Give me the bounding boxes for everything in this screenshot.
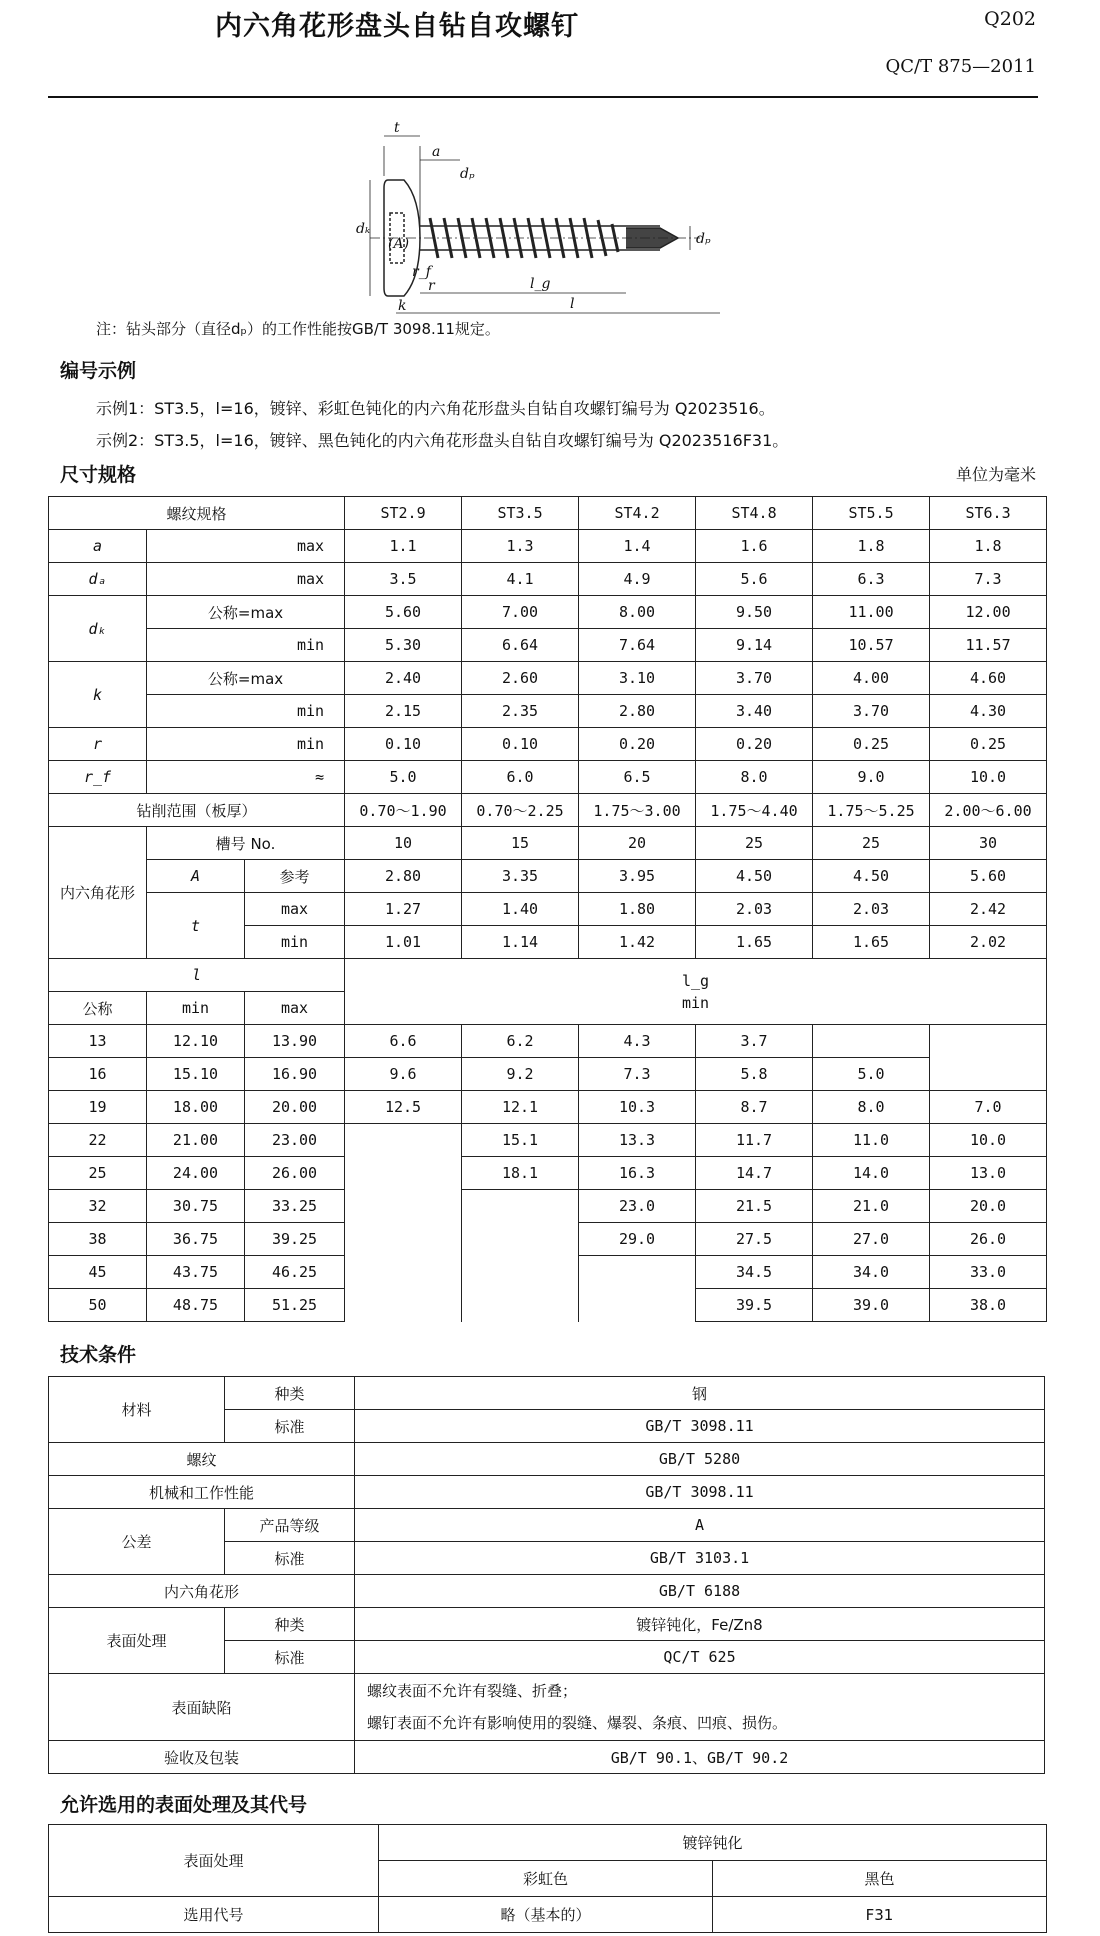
qualifier: min	[245, 926, 345, 959]
value-cell: 2.60	[462, 662, 579, 695]
length-row	[49, 1058, 1047, 1091]
value-cell: 3.40	[696, 695, 813, 728]
lg-value: 8.7	[696, 1091, 813, 1124]
value-cell: 5.60	[345, 596, 462, 629]
value-cell: 1.40	[462, 893, 579, 926]
lg-value: 10.0	[930, 1124, 1047, 1157]
length-nominal: 22	[49, 1124, 147, 1157]
value-cell: 8.00	[579, 596, 696, 629]
surface-label: 表面处理	[49, 1608, 225, 1674]
lg-value: 7.3	[579, 1058, 696, 1091]
value-cell: 5.0	[345, 761, 462, 794]
value-cell: 11.00	[813, 596, 930, 629]
value-cell: 0.25	[813, 728, 930, 761]
dimensions-heading: 尺寸规格	[60, 464, 137, 486]
spec-cell: ST6.3	[930, 497, 1047, 530]
row-a	[49, 530, 1047, 563]
hex-label: 内六角花形	[49, 827, 147, 959]
value-cell: 7.64	[579, 629, 696, 662]
length-min: 43.75	[147, 1256, 245, 1289]
value-cell: 3.10	[579, 662, 696, 695]
length-nominal: 45	[49, 1256, 147, 1289]
empty-cell	[462, 1289, 579, 1322]
symbol: A	[147, 860, 245, 893]
symbol: r	[49, 728, 147, 761]
length-nominal: 32	[49, 1190, 147, 1223]
value-cell: 1.8	[813, 530, 930, 563]
value-cell: 30	[930, 827, 1047, 860]
value-cell: 3.5	[345, 563, 462, 596]
row-dk-max	[49, 596, 1047, 629]
empty-cell	[345, 1223, 462, 1256]
label-l: l	[570, 296, 575, 312]
length-l-header: l	[49, 959, 345, 992]
length-row	[49, 1256, 1047, 1289]
value-cell: 11.57	[930, 629, 1047, 662]
lg-value: 6.2	[462, 1025, 579, 1058]
row-t-max	[49, 893, 1047, 926]
empty-cell	[813, 1025, 930, 1058]
value-cell: 4.50	[696, 860, 813, 893]
length-max: 13.90	[245, 1025, 345, 1058]
value-cell: 3.70	[813, 695, 930, 728]
value-cell: 25	[696, 827, 813, 860]
qualifier: ≈	[147, 761, 345, 794]
rainbow-header: 彩虹色	[379, 1861, 713, 1897]
symbol: t	[147, 893, 245, 959]
value-cell: 25	[813, 827, 930, 860]
label-lg: l_g	[530, 276, 551, 292]
value-cell: 0.20	[696, 728, 813, 761]
material-kind: 钢	[355, 1377, 1045, 1410]
lg-value: 13.3	[579, 1124, 696, 1157]
lg-value: 21.5	[696, 1190, 813, 1223]
length-header-row-1	[49, 959, 1047, 992]
length-nominal: 13	[49, 1025, 147, 1058]
standard-number: QC/T 875—2011	[885, 56, 1036, 77]
label-rf: r_f	[412, 264, 431, 280]
length-max: 20.00	[245, 1091, 345, 1124]
empty-cell	[345, 1124, 462, 1157]
lg-value: 9.2	[462, 1058, 579, 1091]
value-cell: 0.10	[345, 728, 462, 761]
row-k-max	[49, 662, 1047, 695]
length-nominal: 16	[49, 1058, 147, 1091]
lg-value: 5.0	[813, 1058, 930, 1091]
value-cell: 0.70～1.90	[345, 794, 462, 827]
qualifier: max	[147, 530, 345, 563]
value-cell: 1.75～4.40	[696, 794, 813, 827]
value-cell: 5.6	[696, 563, 813, 596]
thread-value: GB/T 5280	[355, 1443, 1045, 1476]
value-cell: 8.0	[696, 761, 813, 794]
rainbow-code: 略（基本的）	[379, 1897, 713, 1933]
qualifier: max	[147, 563, 345, 596]
symbol: k	[49, 662, 147, 728]
value-cell: 2.03	[813, 893, 930, 926]
lg-value: 39.0	[813, 1289, 930, 1322]
empty-cell	[345, 1190, 462, 1223]
qualifier: 参考	[245, 860, 345, 893]
row-r	[49, 728, 1047, 761]
empty-cell	[462, 1223, 579, 1256]
value-cell: 5.30	[345, 629, 462, 662]
length-nominal: 50	[49, 1289, 147, 1322]
length-max: 39.25	[245, 1223, 345, 1256]
kind-label: 种类	[225, 1608, 355, 1641]
value-cell: 9.50	[696, 596, 813, 629]
spec-cell: ST4.2	[579, 497, 696, 530]
qualifier: 公称=max	[147, 596, 345, 629]
length-max: 33.25	[245, 1190, 345, 1223]
value-cell: 1.4	[579, 530, 696, 563]
value-cell: 1.42	[579, 926, 696, 959]
value-cell: 9.0	[813, 761, 930, 794]
qualifier: 公称=max	[147, 662, 345, 695]
value-cell: 15	[462, 827, 579, 860]
value-cell: 12.00	[930, 596, 1047, 629]
mech-label: 机械和工作性能	[49, 1476, 355, 1509]
value-cell: 1.65	[813, 926, 930, 959]
empty-cell	[345, 1157, 462, 1190]
value-cell: 1.14	[462, 926, 579, 959]
standard-label: 标准	[225, 1542, 355, 1575]
qualifier: min	[147, 695, 345, 728]
label-r: r	[428, 278, 435, 294]
unit-note: 单位为毫米	[955, 465, 1036, 484]
length-row	[49, 1289, 1047, 1322]
lg-value: 34.5	[696, 1256, 813, 1289]
value-cell: 2.80	[345, 860, 462, 893]
lg-value: 12.1	[462, 1091, 579, 1124]
lg-value: 33.0	[930, 1256, 1047, 1289]
lg-value: 34.0	[813, 1256, 930, 1289]
length-min: 21.00	[147, 1124, 245, 1157]
lg-value: 6.6	[345, 1025, 462, 1058]
value-cell: 3.70	[696, 662, 813, 695]
hex-value: GB/T 6188	[355, 1575, 1045, 1608]
value-cell: 1.01	[345, 926, 462, 959]
lg-value: 8.0	[813, 1091, 930, 1124]
lg-header	[345, 959, 1047, 1025]
value-cell: 4.30	[930, 695, 1047, 728]
qualifier: max	[245, 893, 345, 926]
surface-kind: 镀锌钝化，Fe/Zn8	[355, 1608, 1045, 1641]
value-cell: 3.35	[462, 860, 579, 893]
treatment-header: 表面处理	[49, 1825, 379, 1897]
mech-value: GB/T 3098.11	[355, 1476, 1045, 1509]
screw-drawing	[356, 118, 760, 318]
grade-label: 产品等级	[225, 1509, 355, 1542]
value-cell: 6.0	[462, 761, 579, 794]
tolerance-label: 公差	[49, 1509, 225, 1575]
defect-text	[355, 1674, 1045, 1741]
tech-heading: 技术条件	[60, 1344, 137, 1366]
value-cell: 1.75～5.25	[813, 794, 930, 827]
value-cell: 2.02	[930, 926, 1047, 959]
min-header: min	[147, 992, 245, 1025]
symbol: r_f	[49, 761, 147, 794]
empty-cell	[579, 1256, 696, 1289]
dimensions-table	[48, 496, 1047, 1322]
value-cell: 2.80	[579, 695, 696, 728]
label-t: t	[394, 120, 400, 136]
tolerance-standard: GB/T 3103.1	[355, 1542, 1045, 1575]
value-cell: 0.10	[462, 728, 579, 761]
spec-cell: ST2.9	[345, 497, 462, 530]
value-cell: 4.00	[813, 662, 930, 695]
label-a: a	[432, 144, 441, 160]
value-cell: 1.8	[930, 530, 1047, 563]
hex-label: 内六角花形	[49, 1575, 355, 1608]
value-cell: 6.5	[579, 761, 696, 794]
page-title: 内六角花形盘头自钻自攻螺钉	[215, 11, 579, 42]
row-slot	[49, 827, 1047, 860]
lg-value: 11.0	[813, 1124, 930, 1157]
length-row	[49, 1190, 1047, 1223]
lg-value: 4.3	[579, 1025, 696, 1058]
value-cell: 1.1	[345, 530, 462, 563]
header-rule	[48, 96, 1038, 98]
empty-cell	[345, 1289, 462, 1322]
row-drill	[49, 794, 1047, 827]
lg-value: 27.0	[813, 1223, 930, 1256]
value-cell: 6.3	[813, 563, 930, 596]
defect-line-1: 螺纹表面不允许有裂缝、折叠；	[367, 1682, 578, 1700]
lg-min-label: min	[681, 993, 710, 1012]
row-rf	[49, 761, 1047, 794]
length-nominal: 38	[49, 1223, 147, 1256]
zinc-header: 镀锌钝化	[379, 1825, 1047, 1861]
spec-cell: ST3.5	[462, 497, 579, 530]
empty-cell	[579, 1289, 696, 1322]
value-cell: 6.64	[462, 629, 579, 662]
value-cell: 2.42	[930, 893, 1047, 926]
lg-value: 21.0	[813, 1190, 930, 1223]
defect-line-2: 螺钉表面不允许有影响使用的裂缝、爆裂、条痕、凹痕、损伤。	[367, 1714, 788, 1732]
lg-value: 20.0	[930, 1190, 1047, 1223]
length-min: 36.75	[147, 1223, 245, 1256]
value-cell: 2.15	[345, 695, 462, 728]
surface-heading: 允许选用的表面处理及其代号	[60, 1794, 308, 1816]
label-dk: dₖ	[356, 221, 371, 237]
length-row	[49, 1157, 1047, 1190]
length-max: 23.00	[245, 1124, 345, 1157]
length-min: 48.75	[147, 1289, 245, 1322]
label-A: (A)	[388, 236, 410, 252]
lg-value: 27.5	[696, 1223, 813, 1256]
example-2: 示例2：ST3.5，l=16，镀锌、黑色钝化的内六角花形盘头自钻自攻螺钉编号为 Q2023516F31。	[96, 431, 789, 450]
standard-label: 标准	[225, 1641, 355, 1674]
label-dp: dₚ	[460, 166, 475, 182]
lg-value: 15.1	[462, 1124, 579, 1157]
value-cell: 1.65	[696, 926, 813, 959]
lg-value: 10.3	[579, 1091, 696, 1124]
empty-cell	[462, 1190, 579, 1223]
value-cell: 7.3	[930, 563, 1047, 596]
row-A	[49, 860, 1047, 893]
empty-cell	[462, 1256, 579, 1289]
page-code: Q202	[984, 8, 1036, 30]
example-1: 示例1：ST3.5，l=16，镀锌、彩虹色钝化的内六角花形盘头自钻自攻螺钉编号为 Q2023516。	[96, 399, 775, 418]
lg-value: 38.0	[930, 1289, 1047, 1322]
kind-label: 种类	[225, 1377, 355, 1410]
value-cell: 1.80	[579, 893, 696, 926]
examples-heading: 编号示例	[60, 360, 137, 382]
length-min: 15.10	[147, 1058, 245, 1091]
value-cell: 9.14	[696, 629, 813, 662]
value-cell: 4.60	[930, 662, 1047, 695]
value-cell: 0.70～2.25	[462, 794, 579, 827]
length-nominal: 25	[49, 1157, 147, 1190]
lg-value: 39.5	[696, 1289, 813, 1322]
grade-value: A	[355, 1509, 1045, 1542]
value-cell: 0.25	[930, 728, 1047, 761]
lg-value: 14.7	[696, 1157, 813, 1190]
length-min: 30.75	[147, 1190, 245, 1223]
empty-cell	[930, 1058, 1047, 1091]
value-cell: 3.95	[579, 860, 696, 893]
max-header: max	[245, 992, 345, 1025]
value-cell: 4.9	[579, 563, 696, 596]
value-cell: 2.35	[462, 695, 579, 728]
lg-value: 18.1	[462, 1157, 579, 1190]
lg-value: 12.5	[345, 1091, 462, 1124]
lg-value: 16.3	[579, 1157, 696, 1190]
standard-label: 标准	[225, 1410, 355, 1443]
value-cell: 5.60	[930, 860, 1047, 893]
qualifier: min	[147, 728, 345, 761]
lg-value: 5.8	[696, 1058, 813, 1091]
length-max: 16.90	[245, 1058, 345, 1091]
spec-header: 螺纹规格	[49, 497, 345, 530]
value-cell: 10	[345, 827, 462, 860]
value-cell: 0.20	[579, 728, 696, 761]
value-cell: 2.03	[696, 893, 813, 926]
value-cell: 1.6	[696, 530, 813, 563]
material-standard: GB/T 3098.11	[355, 1410, 1045, 1443]
length-max: 51.25	[245, 1289, 345, 1322]
empty-cell	[345, 1256, 462, 1289]
length-min: 18.00	[147, 1091, 245, 1124]
lg-value: 7.0	[930, 1091, 1047, 1124]
value-cell: 10.57	[813, 629, 930, 662]
length-nominal: 19	[49, 1091, 147, 1124]
lg-value: 26.0	[930, 1223, 1047, 1256]
surface-standard: QC/T 625	[355, 1641, 1045, 1674]
accept-label: 验收及包装	[49, 1741, 355, 1774]
drill-label: 钻削范围（板厚）	[49, 794, 345, 827]
tech-table	[48, 1376, 1045, 1774]
lg-value: 13.0	[930, 1157, 1047, 1190]
value-cell: 10.0	[930, 761, 1047, 794]
row-k-min	[49, 695, 1047, 728]
length-row	[49, 1091, 1047, 1124]
value-cell: 1.27	[345, 893, 462, 926]
length-max: 46.25	[245, 1256, 345, 1289]
black-header: 黑色	[713, 1861, 1047, 1897]
value-cell: 7.00	[462, 596, 579, 629]
material-label: 材料	[49, 1377, 225, 1443]
symbol: dₐ	[49, 563, 147, 596]
lg-value: 29.0	[579, 1223, 696, 1256]
length-row	[49, 1025, 1047, 1058]
thread-label: 螺纹	[49, 1443, 355, 1476]
qualifier: min	[147, 629, 345, 662]
row-dk-min	[49, 629, 1047, 662]
length-min: 24.00	[147, 1157, 245, 1190]
spec-cell: ST4.8	[696, 497, 813, 530]
value-cell: 4.1	[462, 563, 579, 596]
row-da	[49, 563, 1047, 596]
drill-note: 注：钻头部分（直径dₚ）的工作性能按GB/T 3098.11规定。	[96, 320, 500, 338]
surface-table	[48, 1824, 1047, 1933]
accept-value: GB/T 90.1、GB/T 90.2	[355, 1741, 1045, 1774]
code-label: 选用代号	[49, 1897, 379, 1933]
length-max: 26.00	[245, 1157, 345, 1190]
lg-value: 11.7	[696, 1124, 813, 1157]
value-cell: 1.75～3.00	[579, 794, 696, 827]
value-cell: 1.3	[462, 530, 579, 563]
empty-cell	[930, 1025, 1047, 1058]
symbol: a	[49, 530, 147, 563]
value-cell: 2.40	[345, 662, 462, 695]
label-dp2: dₚ	[696, 231, 711, 247]
value-cell: 2.00～6.00	[930, 794, 1047, 827]
defect-label: 表面缺陷	[49, 1674, 355, 1741]
label-k: k	[398, 298, 407, 314]
symbol: dₖ	[49, 596, 147, 662]
length-row	[49, 1124, 1047, 1157]
value-cell: 20	[579, 827, 696, 860]
length-min: 12.10	[147, 1025, 245, 1058]
nominal-header: 公称	[49, 992, 147, 1025]
black-code: F31	[713, 1897, 1047, 1933]
spec-cell: ST5.5	[813, 497, 930, 530]
length-row	[49, 1223, 1047, 1256]
lg-symbol: l_g	[681, 971, 710, 990]
lg-value: 9.6	[345, 1058, 462, 1091]
lg-value: 14.0	[813, 1157, 930, 1190]
lg-value: 3.7	[696, 1025, 813, 1058]
lg-value: 23.0	[579, 1190, 696, 1223]
qualifier: 槽号 No.	[147, 827, 345, 860]
value-cell: 4.50	[813, 860, 930, 893]
